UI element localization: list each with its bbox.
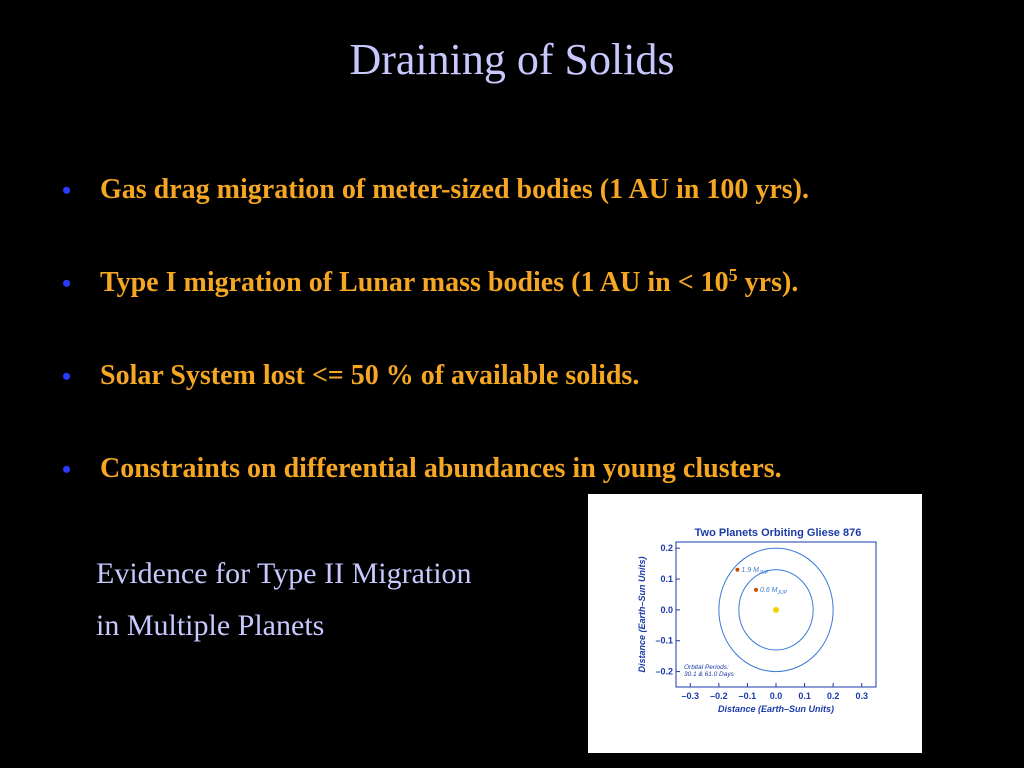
bullet-text: Solar System lost <= 50 % of available solids. (100, 360, 640, 391)
orbit-figure (588, 494, 922, 753)
x-axis-label: Distance (Earth–Sun Units) (717, 704, 835, 714)
bullet-dot-icon: • (62, 269, 72, 298)
x-tick-label: 0.1 (798, 691, 811, 701)
bullet-text: Constraints on differential abundances in young clusters. (100, 453, 782, 484)
x-tick-label: 0.0 (769, 691, 783, 701)
bullet-exponent: 5 (728, 265, 738, 285)
bullet-dot-icon: • (62, 455, 72, 484)
bullet-text-pre: Type I migration of Lunar mass bodies (1 AU in < 10 (100, 267, 729, 298)
y-axis-label: Distance (Earth–Sun Units) (637, 556, 647, 673)
planet-label-subscript: JUP (758, 569, 769, 576)
slide-title: Draining of Solids (349, 35, 675, 84)
y-tick-label: –0.1 (655, 635, 673, 646)
y-tick-label: –0.2 (655, 666, 673, 677)
bullet-text: Gas drag migration of meter-sized bodies (1 AU in 100 yrs). (100, 174, 809, 205)
x-tick-label: –0.3 (681, 691, 700, 701)
planet-marker (735, 568, 739, 572)
bullet-text-post: yrs). (737, 267, 799, 298)
planet-label-subscript: JUP (777, 589, 787, 596)
x-tick-label: –0.1 (738, 691, 757, 701)
orbit-chart (588, 494, 922, 753)
planet-label: 0.6 $M_{JUP}$ (760, 586, 787, 596)
x-tick-label: 0.3 (855, 691, 868, 701)
evidence-line-1: Evidence for Type II Migration (96, 557, 472, 590)
planet-label: 1.9 $M_{JUP}$ (741, 566, 769, 576)
chart-title: Two Planets Orbiting Gliese 876 (694, 527, 862, 539)
x-tick-label: –0.2 (710, 691, 728, 701)
annotation-line-1: Orbital Periods: (684, 664, 729, 671)
planet-marker (754, 588, 758, 592)
x-tick-label: 0.2 (826, 691, 840, 701)
annotation-line-2: 30.1 & 61.0 Days (684, 671, 734, 678)
bullet-dot-icon: • (62, 176, 72, 205)
evidence-line-2: in Multiple Planets (96, 609, 325, 642)
bullet-dot-icon: • (62, 362, 72, 391)
star-marker (773, 607, 779, 613)
evidence-caption (96, 548, 472, 652)
y-tick-label: 0.0 (660, 604, 673, 615)
bullet-text (100, 267, 798, 299)
y-tick-label: 0.1 (660, 574, 673, 585)
y-tick-label: 0.2 (660, 543, 673, 554)
